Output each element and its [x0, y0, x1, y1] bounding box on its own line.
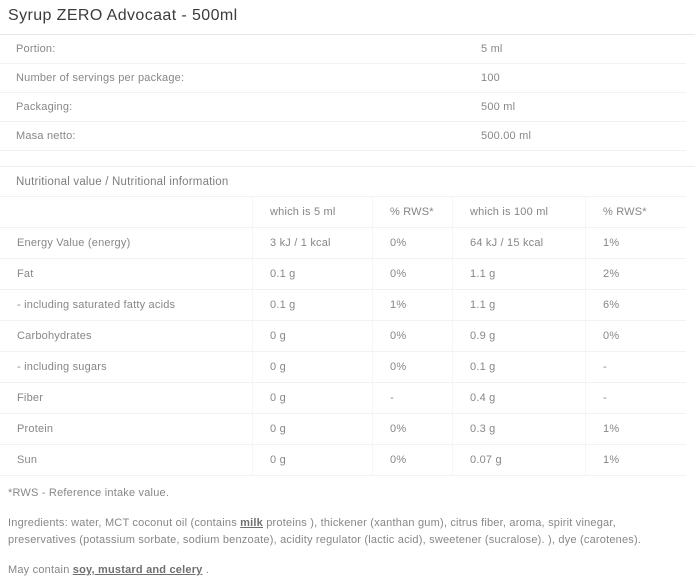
column-header-rws-5ml: % RWS*: [373, 197, 453, 227]
value-per-5ml: 0 g: [253, 352, 373, 382]
value-per-100ml: 64 kJ / 15 kcal: [453, 228, 586, 258]
allergen-milk: milk: [240, 517, 263, 529]
value-per-100ml: 0.1 g: [453, 352, 586, 382]
ingredients-prefix: Ingredients: water, MCT coconut oil (contains: [8, 517, 241, 529]
info-value: 5 ml: [481, 43, 503, 55]
ingredients-text: [8, 515, 683, 549]
nutrient-name: Sun: [0, 445, 253, 475]
nutrition-section: [0, 166, 695, 476]
nutrient-name: Fat: [0, 259, 253, 289]
nutrition-row: [0, 352, 686, 383]
may-contain-suffix: .: [202, 564, 210, 576]
nutrient-name: Carbohydrates: [0, 321, 253, 351]
rws-per-5ml: 0%: [373, 352, 453, 382]
value-per-5ml: 0 g: [253, 321, 373, 351]
allergen-soy-mustard-celery: soy, mustard and celery: [72, 564, 203, 576]
rws-per-5ml: 1%: [373, 290, 453, 320]
info-row: [0, 122, 686, 151]
nutrition-row: [0, 414, 686, 445]
column-header-empty: [0, 197, 253, 227]
info-row: [0, 35, 686, 64]
info-row: [0, 93, 686, 122]
nutrition-row: [0, 321, 686, 352]
value-per-5ml: 0 g: [253, 383, 373, 413]
rws-per-100ml: 1%: [603, 237, 620, 249]
value-per-100ml: 0.4 g: [453, 383, 586, 413]
value-per-5ml: 0.1 g: [253, 259, 373, 289]
rws-per-5ml: 0%: [373, 228, 453, 258]
column-header-per-5ml: which is 5 ml: [253, 197, 373, 227]
value-per-100ml: 1.1 g: [453, 290, 586, 320]
nutrition-row: [0, 228, 686, 259]
value-per-5ml: 0 g: [253, 445, 373, 475]
nutrition-row: [0, 383, 686, 414]
rws-per-5ml: 0%: [373, 321, 453, 351]
info-label: Masa netto:: [16, 130, 76, 142]
nutrition-row: [0, 445, 686, 476]
value-per-100ml: 0.07 g: [453, 445, 586, 475]
info-value: 500 ml: [481, 101, 516, 113]
rws-per-5ml: 0%: [373, 445, 453, 475]
page-title: Syrup ZERO Advocaat - 500ml: [0, 0, 695, 35]
value-per-100ml: 0.3 g: [453, 414, 586, 444]
info-value: 100: [481, 72, 500, 84]
may-contain-prefix: May contain: [8, 564, 73, 576]
info-label: Packaging:: [16, 101, 73, 113]
value-per-100ml: 1.1 g: [453, 259, 586, 289]
nutrient-name: - including sugars: [0, 352, 253, 382]
nutrition-row: [0, 259, 686, 290]
rws-per-100ml: 1%: [603, 454, 620, 466]
rws-per-100ml: 2%: [603, 268, 620, 280]
rws-per-5ml: 0%: [373, 414, 453, 444]
rws-footnote: *RWS - Reference intake value.: [8, 487, 170, 499]
value-per-100ml: 0.9 g: [453, 321, 586, 351]
value-per-5ml: 0.1 g: [253, 290, 373, 320]
nutrition-header-row: [0, 197, 686, 228]
rws-per-100ml: 1%: [603, 423, 620, 435]
nutrient-name: Energy Value (energy): [0, 228, 253, 258]
info-label: Number of servings per package:: [16, 72, 185, 84]
value-per-5ml: 3 kJ / 1 kcal: [253, 228, 373, 258]
rws-per-5ml: 0%: [373, 259, 453, 289]
info-row: [0, 64, 686, 93]
rws-per-100ml: 6%: [603, 299, 620, 311]
nutrient-name: Fiber: [0, 383, 253, 413]
nutrient-name: - including saturated fatty acids: [0, 290, 253, 320]
column-header-rws-100ml: % RWS*: [603, 206, 647, 218]
ingredients-suffix: proteins ), thickener (xanthan gum), citrus fiber, aroma, spirit vinegar, preservatives (potassium sorbate, sodium benzoate), acidity regulator (lactic acid), sweetener (sucralose). ), dye (carotenes).: [8, 517, 642, 546]
column-header-per-100ml: which is 100 ml: [453, 197, 586, 227]
info-value: 500.00 ml: [481, 130, 532, 142]
value-per-5ml: 0 g: [253, 414, 373, 444]
rws-per-100ml: 0%: [603, 330, 620, 342]
info-label: Portion:: [16, 43, 56, 55]
rws-per-5ml: -: [373, 383, 453, 413]
nutrition-row: [0, 290, 686, 321]
rws-per-100ml: -: [603, 392, 607, 404]
rws-per-100ml: -: [603, 361, 607, 373]
may-contain-text: [8, 564, 683, 576]
product-info-table: [0, 35, 695, 151]
nutrition-section-title: Nutritional value / Nutritional information: [0, 167, 686, 197]
nutrient-name: Protein: [0, 414, 253, 444]
nutrition-rows: [0, 228, 695, 476]
